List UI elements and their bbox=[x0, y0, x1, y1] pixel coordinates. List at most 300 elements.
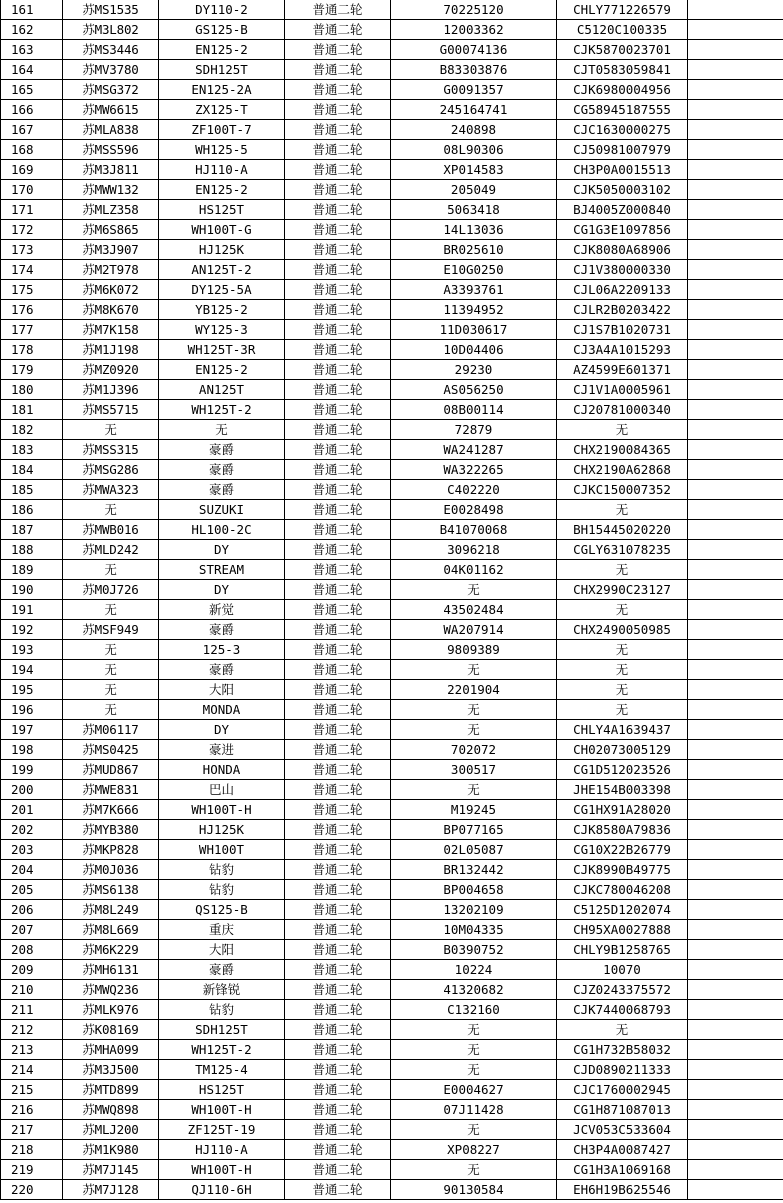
engine-number-cell: 14L13036 bbox=[391, 220, 557, 240]
table-row bbox=[1, 480, 783, 500]
vehicle-type-cell: 普通二轮 bbox=[285, 360, 391, 380]
empty-cell bbox=[688, 1120, 783, 1140]
table-row bbox=[1, 40, 783, 60]
model-cell: STREAM bbox=[159, 560, 285, 580]
empty-cell bbox=[688, 900, 783, 920]
model-cell: TM125-4 bbox=[159, 1060, 285, 1080]
vehicle-type-cell: 普通二轮 bbox=[285, 1180, 391, 1200]
vehicle-type-cell: 普通二轮 bbox=[285, 1080, 391, 1100]
frame-number-cell: CJK8990B49775 bbox=[557, 860, 688, 880]
engine-number-cell: 无 bbox=[391, 580, 557, 600]
vehicle-type-cell: 普通二轮 bbox=[285, 440, 391, 460]
frame-number-cell: CJD0890211333 bbox=[557, 1060, 688, 1080]
empty-cell bbox=[688, 1160, 783, 1180]
model-cell: 豪爵 bbox=[159, 960, 285, 980]
vehicle-type-cell: 普通二轮 bbox=[285, 540, 391, 560]
model-cell: EN125-2 bbox=[159, 360, 285, 380]
plate-number-cell: 苏MHA099 bbox=[63, 1040, 159, 1060]
frame-number-cell: CG1H732B58032 bbox=[557, 1040, 688, 1060]
row-number-cell: 215 bbox=[1, 1080, 63, 1100]
vehicle-type-cell: 普通二轮 bbox=[285, 780, 391, 800]
plate-number-cell: 苏M0J036 bbox=[63, 860, 159, 880]
table-row bbox=[1, 560, 783, 580]
table-row bbox=[1, 1020, 783, 1040]
plate-number-cell: 苏M3L802 bbox=[63, 20, 159, 40]
frame-number-cell: 10070 bbox=[557, 960, 688, 980]
model-cell: HS125T bbox=[159, 200, 285, 220]
table-row bbox=[1, 360, 783, 380]
plate-number-cell: 苏MSF949 bbox=[63, 620, 159, 640]
row-number-cell: 173 bbox=[1, 240, 63, 260]
frame-number-cell: EH6H19B625546 bbox=[557, 1180, 688, 1200]
engine-number-cell: 无 bbox=[391, 1060, 557, 1080]
vehicle-type-cell: 普通二轮 bbox=[285, 1000, 391, 1020]
table-row bbox=[1, 300, 783, 320]
table-row bbox=[1, 500, 783, 520]
empty-cell bbox=[688, 860, 783, 880]
table-row bbox=[1, 760, 783, 780]
engine-number-cell: 无 bbox=[391, 660, 557, 680]
empty-cell bbox=[688, 1020, 783, 1040]
table-row bbox=[1, 980, 783, 1000]
empty-cell bbox=[688, 620, 783, 640]
model-cell: SUZUKI bbox=[159, 500, 285, 520]
frame-number-cell: CJK8580A79836 bbox=[557, 820, 688, 840]
row-number-cell: 171 bbox=[1, 200, 63, 220]
engine-number-cell: 70225120 bbox=[391, 0, 557, 20]
vehicle-type-cell: 普通二轮 bbox=[285, 620, 391, 640]
empty-cell bbox=[688, 180, 783, 200]
engine-number-cell: BP077165 bbox=[391, 820, 557, 840]
frame-number-cell: CJL06A2209133 bbox=[557, 280, 688, 300]
table-row bbox=[1, 460, 783, 480]
row-number-cell: 168 bbox=[1, 140, 63, 160]
vehicle-type-cell: 普通二轮 bbox=[285, 900, 391, 920]
empty-cell bbox=[688, 140, 783, 160]
frame-number-cell: CG1D512023526 bbox=[557, 760, 688, 780]
engine-number-cell: G00074136 bbox=[391, 40, 557, 60]
engine-number-cell: 90130584 bbox=[391, 1180, 557, 1200]
model-cell: DY125-5A bbox=[159, 280, 285, 300]
vehicle-type-cell: 普通二轮 bbox=[285, 0, 391, 20]
plate-number-cell: 苏MWB016 bbox=[63, 520, 159, 540]
plate-number-cell: 无 bbox=[63, 600, 159, 620]
plate-number-cell: 苏MWA323 bbox=[63, 480, 159, 500]
row-number-cell: 177 bbox=[1, 320, 63, 340]
model-cell: 大阳 bbox=[159, 940, 285, 960]
plate-number-cell: 苏M1K980 bbox=[63, 1140, 159, 1160]
vehicle-type-cell: 普通二轮 bbox=[285, 960, 391, 980]
table-row bbox=[1, 1180, 783, 1200]
frame-number-cell: 无 bbox=[557, 600, 688, 620]
empty-cell bbox=[688, 0, 783, 20]
engine-number-cell: 无 bbox=[391, 720, 557, 740]
engine-number-cell: B83303876 bbox=[391, 60, 557, 80]
row-number-cell: 182 bbox=[1, 420, 63, 440]
frame-number-cell: AZ4599E601371 bbox=[557, 360, 688, 380]
table-row bbox=[1, 820, 783, 840]
table-row bbox=[1, 320, 783, 340]
frame-number-cell: CG1G3E1097856 bbox=[557, 220, 688, 240]
row-number-cell: 176 bbox=[1, 300, 63, 320]
model-cell: MONDA bbox=[159, 700, 285, 720]
engine-number-cell: 08B00114 bbox=[391, 400, 557, 420]
frame-number-cell: 无 bbox=[557, 640, 688, 660]
vehicle-type-cell: 普通二轮 bbox=[285, 420, 391, 440]
frame-number-cell: CH95XA0027888 bbox=[557, 920, 688, 940]
frame-number-cell: CJK8080A68906 bbox=[557, 240, 688, 260]
row-number-cell: 181 bbox=[1, 400, 63, 420]
row-number-cell: 178 bbox=[1, 340, 63, 360]
vehicle-type-cell: 普通二轮 bbox=[285, 600, 391, 620]
plate-number-cell: 无 bbox=[63, 560, 159, 580]
empty-cell bbox=[688, 680, 783, 700]
engine-number-cell: AS056250 bbox=[391, 380, 557, 400]
engine-number-cell: 无 bbox=[391, 1160, 557, 1180]
plate-number-cell: 苏MLK976 bbox=[63, 1000, 159, 1020]
frame-number-cell: 无 bbox=[557, 560, 688, 580]
vehicle-type-cell: 普通二轮 bbox=[285, 820, 391, 840]
frame-number-cell: CH02073005129 bbox=[557, 740, 688, 760]
model-cell: ZX125-T bbox=[159, 100, 285, 120]
model-cell: EN125-2 bbox=[159, 40, 285, 60]
model-cell: DY bbox=[159, 580, 285, 600]
table-row bbox=[1, 840, 783, 860]
plate-number-cell: 苏M6S865 bbox=[63, 220, 159, 240]
row-number-cell: 194 bbox=[1, 660, 63, 680]
row-number-cell: 166 bbox=[1, 100, 63, 120]
vehicle-type-cell: 普通二轮 bbox=[285, 260, 391, 280]
plate-number-cell: 苏MUD867 bbox=[63, 760, 159, 780]
frame-number-cell: C5120C100335 bbox=[557, 20, 688, 40]
engine-number-cell: 无 bbox=[391, 1020, 557, 1040]
row-number-cell: 214 bbox=[1, 1060, 63, 1080]
empty-cell bbox=[688, 780, 783, 800]
model-cell: HS125T bbox=[159, 1080, 285, 1100]
row-number-cell: 189 bbox=[1, 560, 63, 580]
row-number-cell: 184 bbox=[1, 460, 63, 480]
vehicle-type-cell: 普通二轮 bbox=[285, 580, 391, 600]
vehicle-type-cell: 普通二轮 bbox=[285, 680, 391, 700]
row-number-cell: 169 bbox=[1, 160, 63, 180]
engine-number-cell: E0028498 bbox=[391, 500, 557, 520]
row-number-cell: 180 bbox=[1, 380, 63, 400]
plate-number-cell: 苏K08169 bbox=[63, 1020, 159, 1040]
table-row bbox=[1, 20, 783, 40]
plate-number-cell: 苏M6K072 bbox=[63, 280, 159, 300]
engine-number-cell: 10D04406 bbox=[391, 340, 557, 360]
frame-number-cell: BJ4005Z000840 bbox=[557, 200, 688, 220]
model-cell: HL100-2C bbox=[159, 520, 285, 540]
model-cell: HONDA bbox=[159, 760, 285, 780]
engine-number-cell: WA241287 bbox=[391, 440, 557, 460]
empty-cell bbox=[688, 1000, 783, 1020]
engine-number-cell: 10M04335 bbox=[391, 920, 557, 940]
frame-number-cell: CH3P0A0015513 bbox=[557, 160, 688, 180]
vehicle-type-cell: 普通二轮 bbox=[285, 800, 391, 820]
engine-number-cell: 10224 bbox=[391, 960, 557, 980]
empty-cell bbox=[688, 420, 783, 440]
frame-number-cell: CJK6980004956 bbox=[557, 80, 688, 100]
frame-number-cell: BH15445020220 bbox=[557, 520, 688, 540]
row-number-cell: 179 bbox=[1, 360, 63, 380]
empty-cell bbox=[688, 820, 783, 840]
table-row bbox=[1, 180, 783, 200]
empty-cell bbox=[688, 880, 783, 900]
table-row bbox=[1, 400, 783, 420]
engine-number-cell: E10G0250 bbox=[391, 260, 557, 280]
empty-cell bbox=[688, 660, 783, 680]
empty-cell bbox=[688, 520, 783, 540]
plate-number-cell: 苏MS3446 bbox=[63, 40, 159, 60]
model-cell: EN125-2 bbox=[159, 180, 285, 200]
vehicle-type-cell: 普通二轮 bbox=[285, 660, 391, 680]
empty-cell bbox=[688, 440, 783, 460]
table-row bbox=[1, 160, 783, 180]
plate-number-cell: 苏MS0425 bbox=[63, 740, 159, 760]
vehicle-type-cell: 普通二轮 bbox=[285, 300, 391, 320]
table-row bbox=[1, 0, 783, 20]
table-row bbox=[1, 280, 783, 300]
frame-number-cell: CJT0583059841 bbox=[557, 60, 688, 80]
empty-cell bbox=[688, 320, 783, 340]
engine-number-cell: 无 bbox=[391, 780, 557, 800]
engine-number-cell: 72879 bbox=[391, 420, 557, 440]
plate-number-cell: 苏M8L669 bbox=[63, 920, 159, 940]
model-cell: WH100T-H bbox=[159, 1100, 285, 1120]
vehicle-type-cell: 普通二轮 bbox=[285, 980, 391, 1000]
model-cell: 新锋锐 bbox=[159, 980, 285, 1000]
model-cell: HJ125K bbox=[159, 820, 285, 840]
row-number-cell: 163 bbox=[1, 40, 63, 60]
vehicle-type-cell: 普通二轮 bbox=[285, 100, 391, 120]
engine-number-cell: G0091357 bbox=[391, 80, 557, 100]
plate-number-cell: 苏MLD242 bbox=[63, 540, 159, 560]
vehicle-type-cell: 普通二轮 bbox=[285, 720, 391, 740]
table-row bbox=[1, 380, 783, 400]
plate-number-cell: 苏MWW132 bbox=[63, 180, 159, 200]
model-cell: SDH125T bbox=[159, 60, 285, 80]
plate-number-cell: 无 bbox=[63, 660, 159, 680]
model-cell: 豪爵 bbox=[159, 460, 285, 480]
engine-number-cell: 245164741 bbox=[391, 100, 557, 120]
engine-number-cell: BP004658 bbox=[391, 880, 557, 900]
vehicle-type-cell: 普通二轮 bbox=[285, 1120, 391, 1140]
engine-number-cell: E0004627 bbox=[391, 1080, 557, 1100]
vehicle-type-cell: 普通二轮 bbox=[285, 40, 391, 60]
empty-cell bbox=[688, 760, 783, 780]
plate-number-cell: 苏M7J128 bbox=[63, 1180, 159, 1200]
model-cell: WH100T-H bbox=[159, 1160, 285, 1180]
frame-number-cell: CJC1630000275 bbox=[557, 120, 688, 140]
table-row bbox=[1, 1080, 783, 1100]
frame-number-cell: CHX2190084365 bbox=[557, 440, 688, 460]
row-number-cell: 195 bbox=[1, 680, 63, 700]
vehicle-type-cell: 普通二轮 bbox=[285, 1040, 391, 1060]
row-number-cell: 218 bbox=[1, 1140, 63, 1160]
table-row bbox=[1, 100, 783, 120]
row-number-cell: 211 bbox=[1, 1000, 63, 1020]
empty-cell bbox=[688, 260, 783, 280]
plate-number-cell: 苏MWQ898 bbox=[63, 1100, 159, 1120]
engine-number-cell: B0390752 bbox=[391, 940, 557, 960]
table-row bbox=[1, 680, 783, 700]
row-number-cell: 201 bbox=[1, 800, 63, 820]
row-number-cell: 205 bbox=[1, 880, 63, 900]
vehicle-type-cell: 普通二轮 bbox=[285, 200, 391, 220]
frame-number-cell: 无 bbox=[557, 680, 688, 700]
plate-number-cell: 苏MSS596 bbox=[63, 140, 159, 160]
model-cell: 新觉 bbox=[159, 600, 285, 620]
plate-number-cell: 无 bbox=[63, 500, 159, 520]
plate-number-cell: 苏M1J396 bbox=[63, 380, 159, 400]
plate-number-cell: 苏MLJ200 bbox=[63, 1120, 159, 1140]
plate-number-cell: 苏MTD899 bbox=[63, 1080, 159, 1100]
empty-cell bbox=[688, 40, 783, 60]
empty-cell bbox=[688, 1060, 783, 1080]
plate-number-cell: 苏M06117 bbox=[63, 720, 159, 740]
row-number-cell: 161 bbox=[1, 0, 63, 20]
vehicle-type-cell: 普通二轮 bbox=[285, 1020, 391, 1040]
plate-number-cell: 苏MS1535 bbox=[63, 0, 159, 20]
frame-number-cell: 无 bbox=[557, 1020, 688, 1040]
plate-number-cell: 苏M7K666 bbox=[63, 800, 159, 820]
plate-number-cell: 苏M3J907 bbox=[63, 240, 159, 260]
plate-number-cell: 苏MKP828 bbox=[63, 840, 159, 860]
row-number-cell: 220 bbox=[1, 1180, 63, 1200]
model-cell: 豪爵 bbox=[159, 620, 285, 640]
empty-cell bbox=[688, 1180, 783, 1200]
frame-number-cell: JCV053C533604 bbox=[557, 1120, 688, 1140]
vehicle-type-cell: 普通二轮 bbox=[285, 20, 391, 40]
vehicle-type-cell: 普通二轮 bbox=[285, 460, 391, 480]
empty-cell bbox=[688, 840, 783, 860]
frame-number-cell: CGLY631078235 bbox=[557, 540, 688, 560]
plate-number-cell: 苏M1J198 bbox=[63, 340, 159, 360]
row-number-cell: 202 bbox=[1, 820, 63, 840]
model-cell: 豪爵 bbox=[159, 440, 285, 460]
vehicle-type-cell: 普通二轮 bbox=[285, 640, 391, 660]
engine-number-cell: 2201904 bbox=[391, 680, 557, 700]
row-number-cell: 203 bbox=[1, 840, 63, 860]
model-cell: 豪爵 bbox=[159, 480, 285, 500]
empty-cell bbox=[688, 720, 783, 740]
plate-number-cell: 苏M8L249 bbox=[63, 900, 159, 920]
frame-number-cell: CG10X22B26779 bbox=[557, 840, 688, 860]
empty-cell bbox=[688, 980, 783, 1000]
empty-cell bbox=[688, 1040, 783, 1060]
vehicle-type-cell: 普通二轮 bbox=[285, 400, 391, 420]
engine-number-cell: 5063418 bbox=[391, 200, 557, 220]
table-row bbox=[1, 80, 783, 100]
frame-number-cell: CJK5870023701 bbox=[557, 40, 688, 60]
empty-cell bbox=[688, 920, 783, 940]
vehicle-type-cell: 普通二轮 bbox=[285, 860, 391, 880]
row-number-cell: 199 bbox=[1, 760, 63, 780]
row-number-cell: 216 bbox=[1, 1100, 63, 1120]
row-number-cell: 188 bbox=[1, 540, 63, 560]
table-row bbox=[1, 880, 783, 900]
empty-cell bbox=[688, 200, 783, 220]
row-number-cell: 197 bbox=[1, 720, 63, 740]
table-row bbox=[1, 1160, 783, 1180]
vehicle-type-cell: 普通二轮 bbox=[285, 1140, 391, 1160]
engine-number-cell: C402220 bbox=[391, 480, 557, 500]
vehicle-type-cell: 普通二轮 bbox=[285, 240, 391, 260]
row-number-cell: 185 bbox=[1, 480, 63, 500]
table-row bbox=[1, 120, 783, 140]
table-row bbox=[1, 800, 783, 820]
table-row bbox=[1, 1100, 783, 1120]
frame-number-cell: CG1H871087013 bbox=[557, 1100, 688, 1120]
empty-cell bbox=[688, 800, 783, 820]
vehicle-type-cell: 普通二轮 bbox=[285, 740, 391, 760]
engine-number-cell: 43502484 bbox=[391, 600, 557, 620]
model-cell: 125-3 bbox=[159, 640, 285, 660]
plate-number-cell: 无 bbox=[63, 700, 159, 720]
engine-number-cell: M19245 bbox=[391, 800, 557, 820]
row-number-cell: 170 bbox=[1, 180, 63, 200]
empty-cell bbox=[688, 480, 783, 500]
row-number-cell: 167 bbox=[1, 120, 63, 140]
engine-number-cell: 3096218 bbox=[391, 540, 557, 560]
frame-number-cell: CG1H3A1069168 bbox=[557, 1160, 688, 1180]
frame-number-cell: CHX2490050985 bbox=[557, 620, 688, 640]
plate-number-cell: 无 bbox=[63, 420, 159, 440]
vehicle-type-cell: 普通二轮 bbox=[285, 700, 391, 720]
model-cell: ZF100T-7 bbox=[159, 120, 285, 140]
table-row bbox=[1, 700, 783, 720]
empty-cell bbox=[688, 120, 783, 140]
frame-number-cell: CJ50981007979 bbox=[557, 140, 688, 160]
vehicle-type-cell: 普通二轮 bbox=[285, 340, 391, 360]
empty-cell bbox=[688, 560, 783, 580]
model-cell: 大阳 bbox=[159, 680, 285, 700]
frame-number-cell: 无 bbox=[557, 500, 688, 520]
frame-number-cell: CHX2190A62868 bbox=[557, 460, 688, 480]
plate-number-cell: 苏M2T978 bbox=[63, 260, 159, 280]
model-cell: 重庆 bbox=[159, 920, 285, 940]
model-cell: HJ110-A bbox=[159, 1140, 285, 1160]
vehicle-type-cell: 普通二轮 bbox=[285, 180, 391, 200]
plate-number-cell: 苏MW6615 bbox=[63, 100, 159, 120]
table-row bbox=[1, 200, 783, 220]
table-row bbox=[1, 220, 783, 240]
row-number-cell: 204 bbox=[1, 860, 63, 880]
engine-number-cell: 11D030617 bbox=[391, 320, 557, 340]
engine-number-cell: 702072 bbox=[391, 740, 557, 760]
table-row bbox=[1, 240, 783, 260]
model-cell: HJ110-A bbox=[159, 160, 285, 180]
engine-number-cell: 13202109 bbox=[391, 900, 557, 920]
model-cell: 豪进 bbox=[159, 740, 285, 760]
empty-cell bbox=[688, 1100, 783, 1120]
row-number-cell: 174 bbox=[1, 260, 63, 280]
empty-cell bbox=[688, 100, 783, 120]
vehicle-type-cell: 普通二轮 bbox=[285, 940, 391, 960]
model-cell: WH125T-3R bbox=[159, 340, 285, 360]
model-cell: 钻豹 bbox=[159, 1000, 285, 1020]
engine-number-cell: XP08227 bbox=[391, 1140, 557, 1160]
empty-cell bbox=[688, 340, 783, 360]
model-cell: DY bbox=[159, 720, 285, 740]
table-row bbox=[1, 520, 783, 540]
empty-cell bbox=[688, 960, 783, 980]
model-cell: DY bbox=[159, 540, 285, 560]
vehicle-type-cell: 普通二轮 bbox=[285, 1160, 391, 1180]
empty-cell bbox=[688, 240, 783, 260]
engine-number-cell: 29230 bbox=[391, 360, 557, 380]
